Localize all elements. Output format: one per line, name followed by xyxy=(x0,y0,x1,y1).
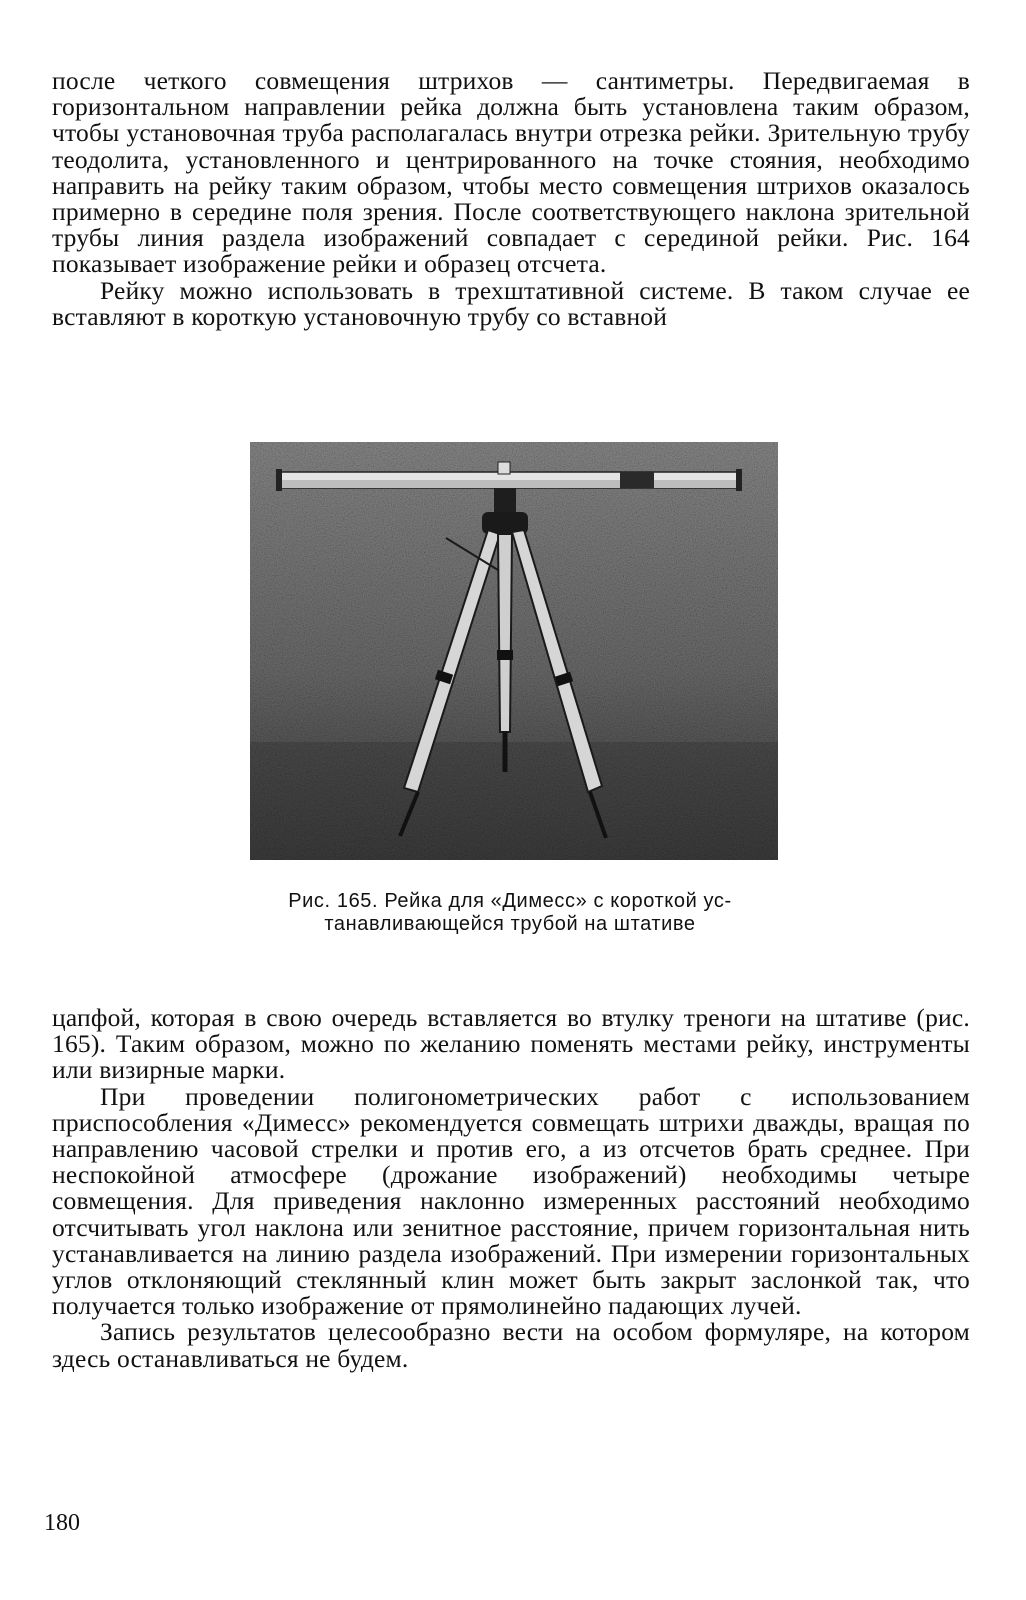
text-block-bottom xyxy=(52,1005,970,1372)
page-number: 180 xyxy=(44,1510,80,1536)
paragraph: цапфой, которая в свою очередь вставляется во втулку треноги на штативе (рис. 165). Таким образом, можно по желанию поменять местами рейку, инструменты или визирные марки. xyxy=(52,1003,970,1085)
paragraph: Рейку можно использовать в трехштативной системе. В таком случае ее вставляют в короткую установочную трубу со вставной xyxy=(52,275,970,331)
paragraph: после четкого совмещения штрихов — сантиметры. Передвигаемая в горизонтальном направлении рейка должна быть установлена таким образом, чтобы установочная труба располагалась внутри отрезка рейки. Зрительную трубу теодолита, установленного и центрированного на точке стояния, необходимо направить на рейку таким образом, чтобы место совмещения штрихов оказалось примерно в середине поля зрения. После соответствующего наклона зрительной трубы линия раздела изображений совпадает с серединой рейки. Рис. 164 показывает изображение рейки и образец отсчета. xyxy=(52,66,970,279)
paragraph: При проведении полигонометрических работ с использованием приспособления «Димесс» рекомендуется совмещать штрихи дважды, вращая по направлению часовой стрелки и против его, а из отсчетов брать среднее. При неспокойной атмосфере (дрожание изображений) необходимы четыре совмещения. Для приведения наклонно измеренных расстояний необходимо отсчитывать угол наклона или зенитное расстояние, причем горизонтальная нить устанавливается на линию раздела изображений. При измерении горизонтальных углов отклоняющий стеклянный клин может быть закрыт заслонкой так, что получается только изображение от прямолинейно падающих лучей. xyxy=(52,1081,970,1321)
caption-line: Рис. 165. Рейка для «Димесс» с короткой ус- xyxy=(288,890,732,912)
figure-caption xyxy=(230,890,790,936)
caption-line: танавливающейся трубой на штативе xyxy=(324,913,696,935)
figure-photo-rod-on-tripod xyxy=(250,442,778,860)
paragraph: Запись результатов целесообразно вести на особом формуляре, на котором здесь останавливаться не будем. xyxy=(52,1317,970,1373)
text-block-top xyxy=(52,68,970,330)
